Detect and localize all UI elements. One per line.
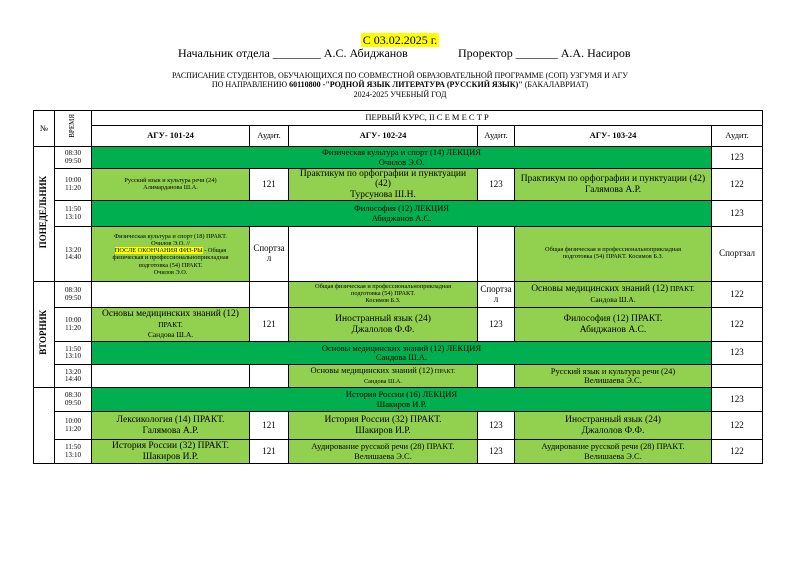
number-header: № <box>34 111 55 147</box>
header-row-groups <box>34 126 763 147</box>
time-slot: 10:00 11:20 <box>55 412 92 440</box>
class-cell: Аудирование русской речи (28) ПРАКТ. Велишаева Э.С. <box>289 440 478 464</box>
aud-header: Аудит. <box>250 126 289 147</box>
class-cell: Русский язык и культура речи (24) Велишаева Э.С. <box>515 365 712 388</box>
auditorium: Спортзал <box>712 227 763 282</box>
auditorium: 123 <box>712 342 763 365</box>
class-cell: Основы медицинских знаний (12) ПРАКТ. Сандова Ш.А. <box>92 308 250 342</box>
group-102-header: АГУ- 102-24 <box>289 126 478 147</box>
table-row <box>34 227 763 282</box>
table-row <box>34 388 763 412</box>
time-header: ВРЕМЯ <box>55 111 92 147</box>
title-line-2: ПО НАПРАВЛЕНИЮ 60110800 -"РОДНОЙ ЯЗЫК ЛИТЕРАТУРА (РУССКИЙ ЯЗЫК)" (БАКАЛАВРИАТ) <box>211 80 589 89</box>
auditorium: 122 <box>712 308 763 342</box>
time-slot: 13:20 14:40 <box>55 365 92 388</box>
table-row <box>34 147 763 169</box>
joint-lecture: История России (16) ЛЕКЦИЯ Шакиров И.Р. <box>92 388 712 412</box>
time-slot: 11:50 13:10 <box>55 440 92 464</box>
table-row <box>34 201 763 227</box>
vice-rector-signature: Проректор _______ А.А. Насиров <box>458 46 631 60</box>
group-101-header: АГУ- 101-24 <box>92 126 250 147</box>
auditorium: 122 <box>712 282 763 308</box>
aud-header: Аудит. <box>712 126 763 147</box>
title-line-3: 2024-2025 УЧЕБНЫЙ ГОД <box>353 90 447 99</box>
auditorium: 123 <box>478 169 515 201</box>
joint-lecture: Физическая культура и спорт (14) ЛЕКЦИЯ Очилов Э.О. <box>92 147 712 169</box>
class-cell: Философия (12) ПРАКТ. Абиджанов А.С. <box>515 308 712 342</box>
auditorium: 123 <box>712 201 763 227</box>
highlight-note: ПОСЛЕ ОКОНЧАНИЯ ФИЗ-РЫ <box>114 247 203 255</box>
course-semester: ПЕРВЫЙ КУРС, II С Е М Е С Т Р <box>92 111 763 126</box>
class-cell: Аудирование русской речи (28) ПРАКТ. Велишаева Э.С. <box>515 440 712 464</box>
table-row <box>34 169 763 201</box>
time-slot: 10:00 11:20 <box>55 308 92 342</box>
class-cell: Общая физическая и профессиональноприкладная подготовка (54) ПРАКТ. Косимов Б.З. <box>289 282 478 308</box>
auditorium: 122 <box>712 440 763 464</box>
auditorium: Спортзал <box>478 282 515 308</box>
empty-cell <box>250 282 289 308</box>
class-cell: Иностранный язык (24) Джалолов Ф.Ф. <box>289 308 478 342</box>
time-slot: 13:20 14:40 <box>55 227 92 282</box>
auditorium: 121 <box>250 308 289 342</box>
empty-cell <box>712 365 763 388</box>
aud-header: Аудит. <box>478 126 515 147</box>
department-head-signature: Начальник отдела ________ А.С. Абиджанов <box>178 46 408 60</box>
empty-cell <box>478 365 515 388</box>
auditorium: 123 <box>712 388 763 412</box>
joint-lecture: Философия (12) ЛЕКЦИЯ Абиджанов А.С. <box>92 201 712 227</box>
class-cell: История России (32) ПРАКТ. Шакиров И.Р. <box>92 440 250 464</box>
time-slot: 11:50 13:10 <box>55 342 92 365</box>
joint-lecture: Основы медицинских знаний (12) ЛЕКЦИЯ Сандова Ш.А. <box>92 342 712 365</box>
time-slot: 08:30 09:50 <box>55 388 92 412</box>
time-slot: 11:50 13:10 <box>55 201 92 227</box>
empty-cell <box>250 365 289 388</box>
empty-cell <box>289 227 478 282</box>
auditorium: 123 <box>712 147 763 169</box>
auditorium: Спортзал <box>250 227 289 282</box>
auditorium: 123 <box>478 308 515 342</box>
schedule-date: С 03.02.2025 г. <box>362 33 438 47</box>
empty-cell <box>92 365 250 388</box>
day-monday: ПОНЕДЕЛЬНИК <box>34 147 55 282</box>
empty-cell <box>478 227 515 282</box>
class-cell: Физическая культура и спорт (18) ПРАКТ. Очилов Э.О. // ПОСЛЕ ОКОНЧАНИЯ ФИЗ-РЫ - Общая физическая и профессиональноприкладная подготовка (54) ПРАКТ. Очилов Э.О. <box>92 227 250 282</box>
title-line-1: РАСПИСАНИЕ СТУДЕНТОВ, ОБУЧАЮЩИХСЯ ПО СОВМЕСТНОЙ ОБРАЗОВАТЕЛЬНОЙ ПРОГРАММЕ (СОП) УЗГУМЯ И АГУ <box>172 71 628 80</box>
class-cell: Русский язык и культура речи (24) Алимарданова Ш.А. <box>92 169 250 201</box>
auditorium: 122 <box>712 412 763 440</box>
time-slot: 08:30 09:50 <box>55 147 92 169</box>
class-cell: История России (32) ПРАКТ. Шакиров И.Р. <box>289 412 478 440</box>
table-row <box>34 412 763 440</box>
class-cell: Общая физическая и профессиональноприкладная подготовка (54) ПРАКТ. Косимов Б.З. <box>515 227 712 282</box>
time-slot: 08:30 09:50 <box>55 282 92 308</box>
class-cell: Практикум по орфографии и пунктуации (42) Галямова А.Р. <box>515 169 712 201</box>
table-row <box>34 342 763 365</box>
header-row-course <box>34 111 763 126</box>
auditorium: 122 <box>712 169 763 201</box>
class-cell: Основы медицинских знаний (12) ПРАКТ. Сандова Ш.А. <box>289 365 478 388</box>
auditorium: 121 <box>250 412 289 440</box>
day-tuesday: ВТОРНИК <box>34 282 55 388</box>
class-cell: Лексикология (14) ПРАКТ. Галямова А.Р. <box>92 412 250 440</box>
time-slot: 10:00 11:20 <box>55 169 92 201</box>
empty-cell <box>92 282 250 308</box>
auditorium: 123 <box>478 440 515 464</box>
group-103-header: АГУ- 103-24 <box>515 126 712 147</box>
schedule-table <box>33 110 763 464</box>
auditorium: 123 <box>478 412 515 440</box>
day-third <box>34 388 55 464</box>
auditorium: 121 <box>250 169 289 201</box>
table-row <box>34 308 763 342</box>
table-row <box>34 282 763 308</box>
table-row <box>34 440 763 464</box>
class-cell: Практикум по орфографии и пунктуации (42) Турсунова Ш.Н. <box>289 169 478 201</box>
table-row <box>34 365 763 388</box>
class-cell: Иностранный язык (24) Джалолов Ф.Ф. <box>515 412 712 440</box>
class-cell: Основы медицинских знаний (12) ПРАКТ. Сандова Ш.А. <box>515 282 712 308</box>
auditorium: 121 <box>250 440 289 464</box>
